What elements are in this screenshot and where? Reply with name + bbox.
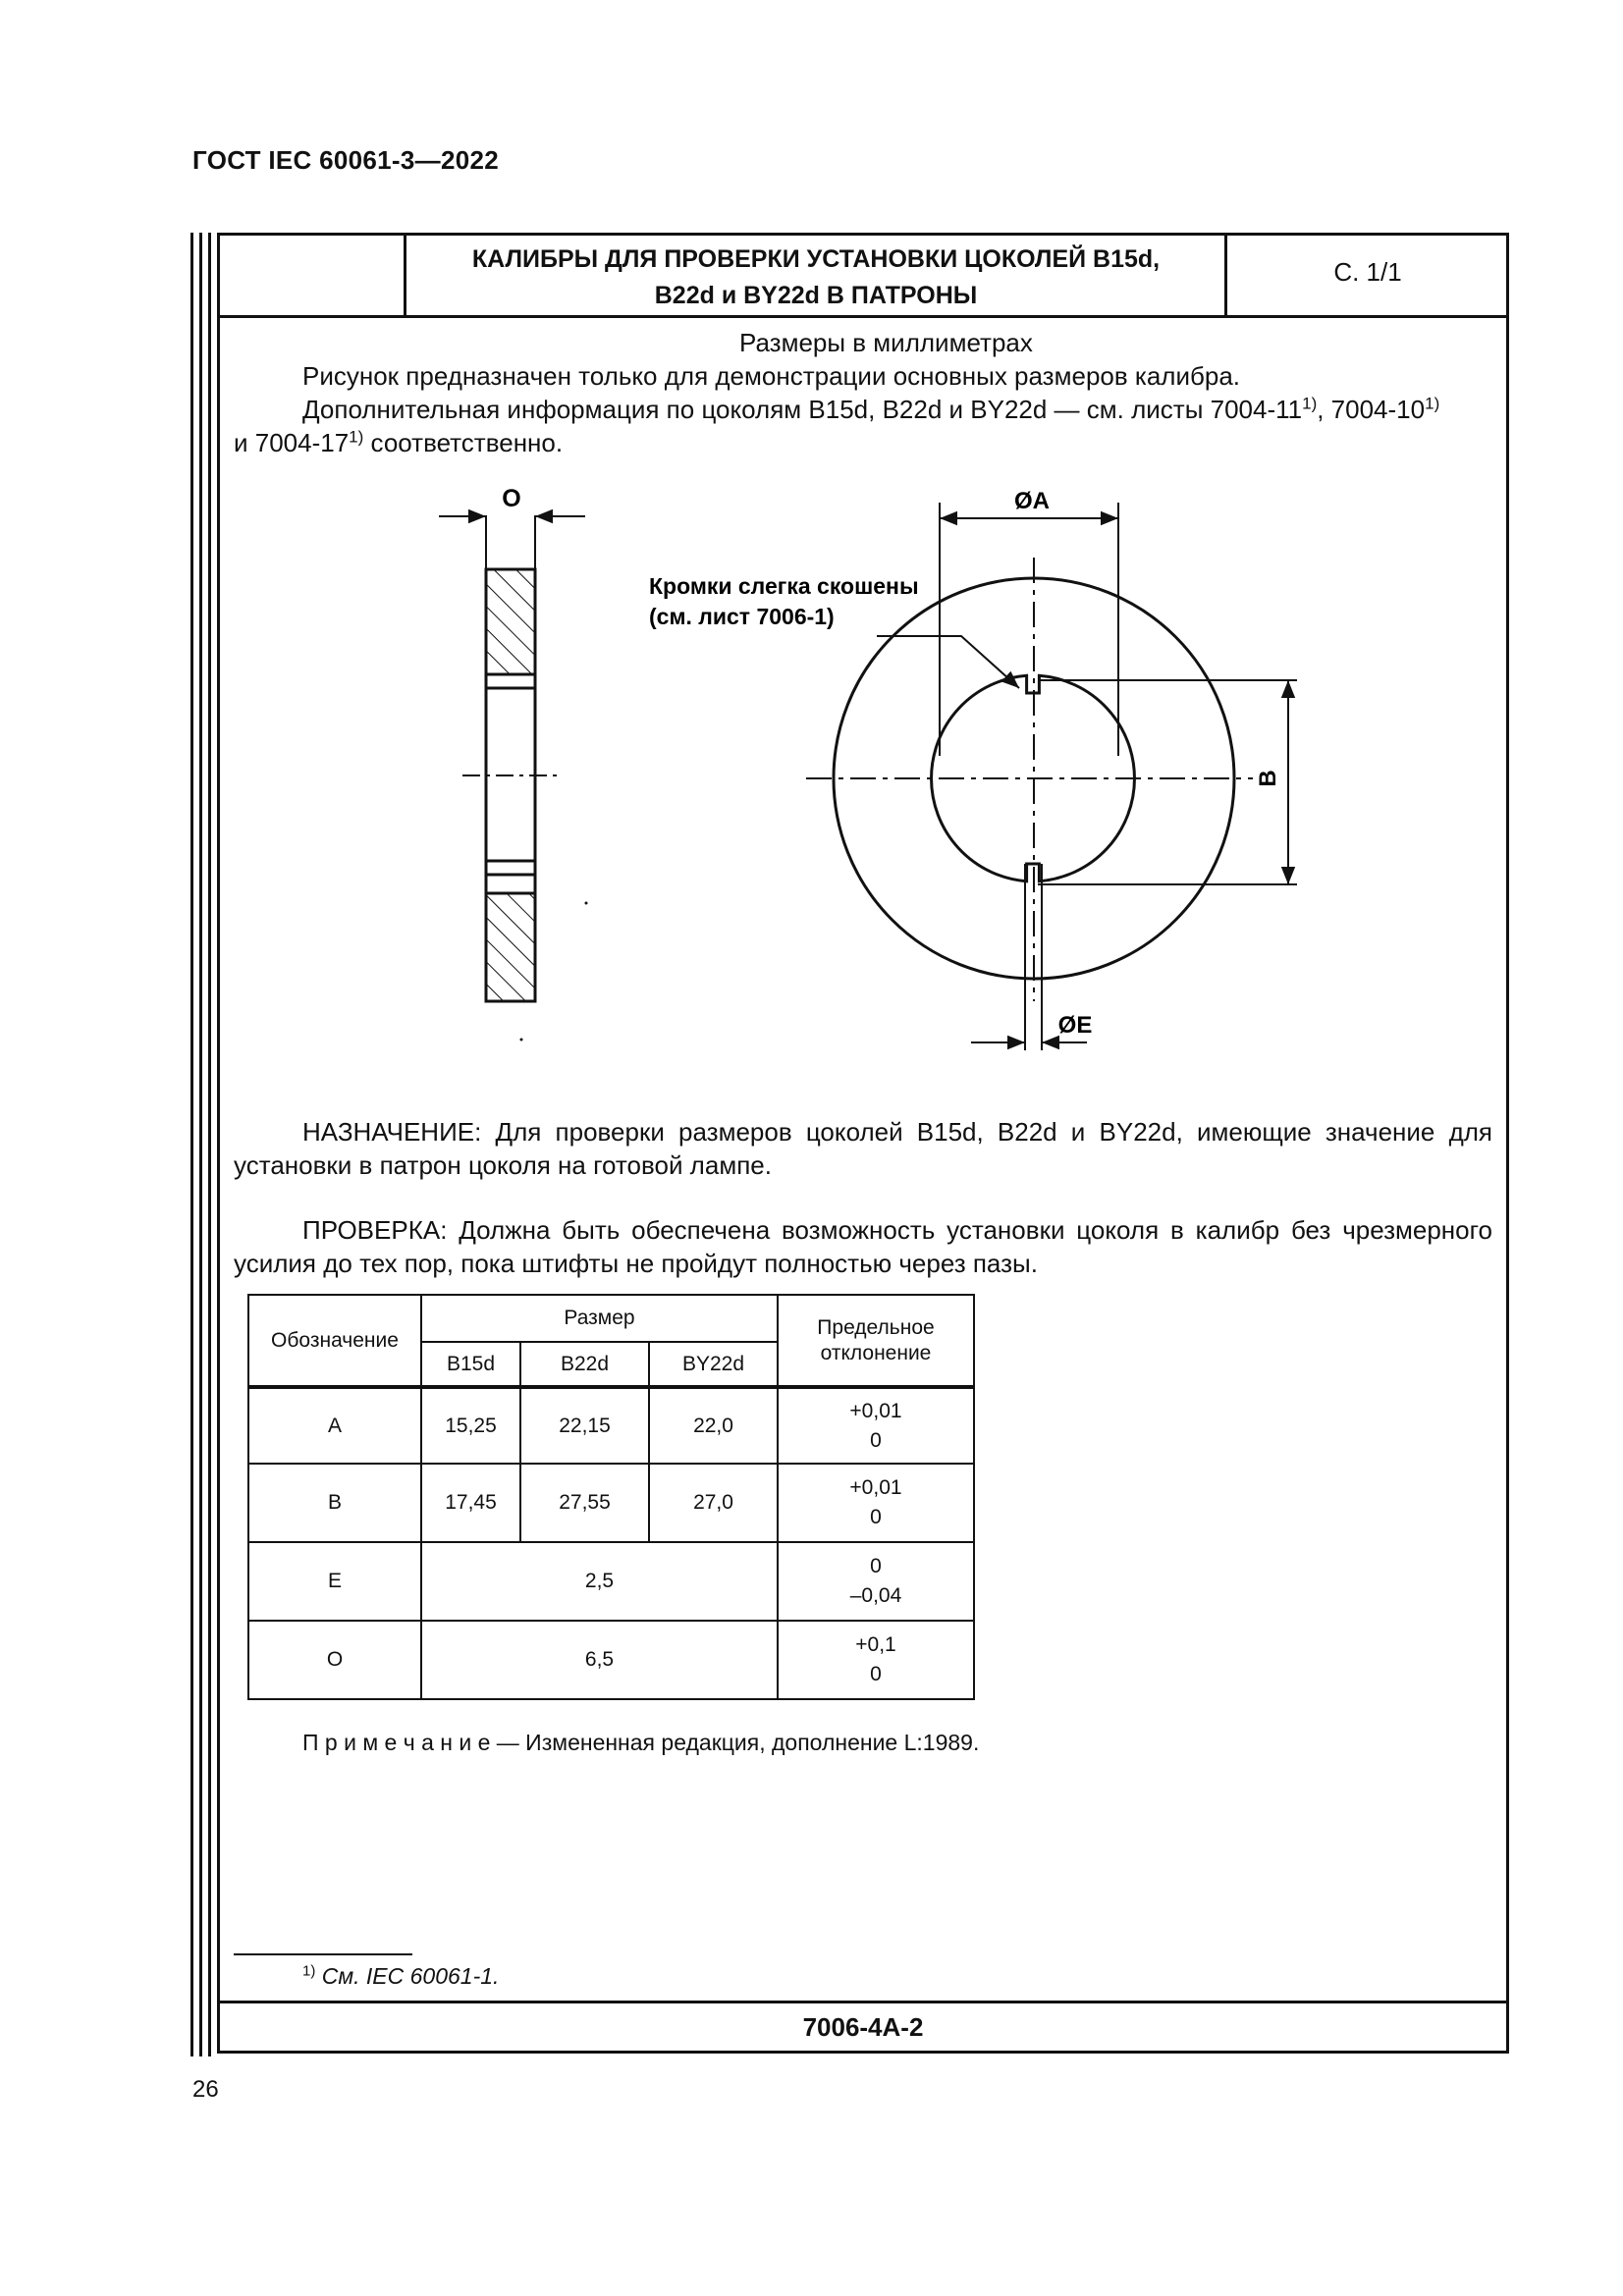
intro-line-3: и 7004-17$^{1)}$ соответственно. xyxy=(234,427,564,457)
front-view xyxy=(649,488,1297,1050)
sheet-title-line-1: КАЛИБРЫ ДЛЯ ПРОВЕРКИ УСТАНОВКИ ЦОКОЛЕЙ B15d, xyxy=(471,245,1161,273)
dim-a-label: ØA xyxy=(1014,488,1050,514)
table-row: E 2,5 0 –0,04 xyxy=(248,1542,974,1621)
units-note: Размеры в миллиметрах xyxy=(739,328,1033,357)
intro-line-2: Дополнительная информация по цоколям B15d, B22d и BY22d — см. листы 7004-11$^{1)}$, 7004-10$^{1)}$ xyxy=(302,394,1440,424)
dim-b-label: B xyxy=(1255,770,1281,787)
side-slot-bottom xyxy=(486,861,535,875)
side-section-bottom xyxy=(486,893,535,1001)
table-header-row-1 xyxy=(248,1295,974,1342)
side-slot-top xyxy=(486,674,535,688)
header-b22d: B22d xyxy=(520,1342,649,1387)
header-designation: Обозначение xyxy=(248,1295,421,1387)
table-note: П р и м е ч а н и е — Измененная редакция, дополнение L:1989. xyxy=(302,1730,980,1755)
sheet-title-line-2: B22d и BY22d В ПАТРОНЫ xyxy=(654,282,978,309)
check-paragraph: ПРОВЕРКА: Должна быть обеспечена возможность установки цоколя в калибр без чрезмерного усилия до тех пор, пока штифты не пройдут полностью через пазы. xyxy=(234,1215,1492,1278)
sheet-code: 7006-4А-2 xyxy=(802,2012,924,2042)
purpose-paragraph: НАЗНАЧЕНИЕ: Для проверки размеров цоколей B15d, B22d и BY22d, имеющие значение для установки в патрон цоколя на готовой лампе. xyxy=(234,1117,1492,1180)
page-number: 26 xyxy=(192,2076,219,2103)
table-row: A 15,25 22,15 22,0 +0,01 0 xyxy=(248,1387,974,1464)
left-border-bar-3 xyxy=(208,233,211,2056)
document-header: ГОСТ IEC 60061-3—2022 xyxy=(192,145,499,175)
header-by22d: BY22d xyxy=(649,1342,778,1387)
gauge-drawing xyxy=(217,471,1509,1080)
table-row: B 17,45 27,55 27,0 +0,01 0 xyxy=(248,1464,974,1542)
footnote-separator xyxy=(234,1953,412,1955)
header-size: Размер xyxy=(421,1295,778,1342)
dimension-table xyxy=(247,1294,975,1700)
sheet-page-indicator: С. 1/1 xyxy=(1333,257,1402,287)
footnote-ref: 1) xyxy=(1302,394,1318,413)
dim-o-label: O xyxy=(502,485,521,512)
footnote-ref: 1) xyxy=(1425,394,1440,413)
sheet-title xyxy=(406,241,1225,314)
dim-e-label: ØE xyxy=(1057,1012,1093,1039)
callout-line-2: (см. лист 7006-1) xyxy=(649,604,835,629)
left-border-bar-1 xyxy=(190,233,193,2056)
footnote: $^{1)}$ См. IEC 60061-1. xyxy=(302,1962,500,1989)
side-section-top xyxy=(486,569,535,674)
header-b15d: B15d xyxy=(421,1342,520,1387)
side-view xyxy=(439,485,588,1041)
table-row: O 6,5 +0,1 0 xyxy=(248,1621,974,1699)
footnote-ref: 1) xyxy=(349,427,364,447)
footer-divider xyxy=(217,2001,1509,2003)
left-border-bar-2 xyxy=(199,233,202,2056)
header-tolerance: Предельное отклонение xyxy=(778,1295,974,1387)
intro-line-1: Рисунок предназначен только для демонстрации основных размеров калибра. xyxy=(302,361,1241,391)
callout-line-1: Кромки слегка скошены xyxy=(649,573,919,599)
